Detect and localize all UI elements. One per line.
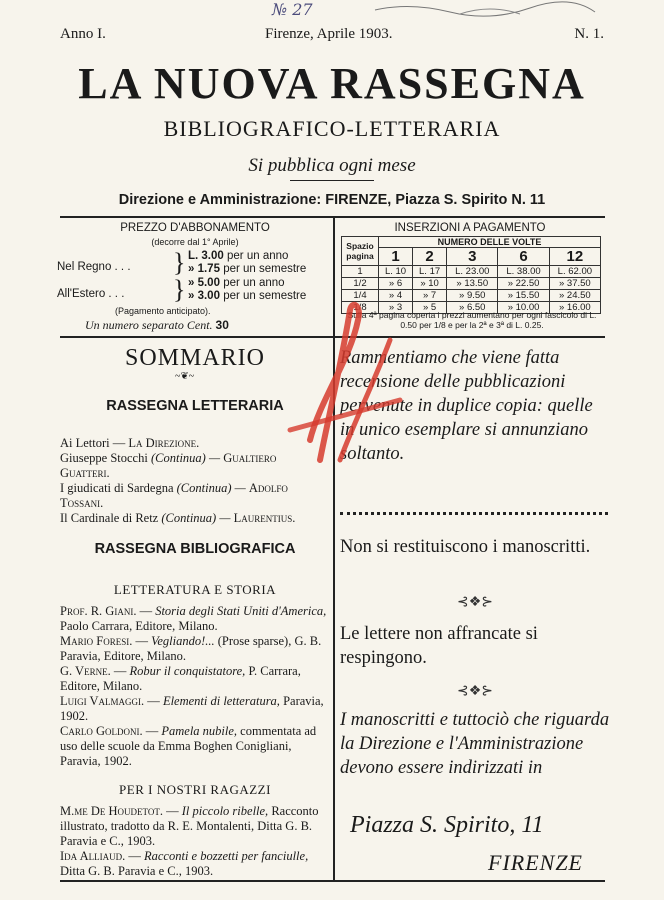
- table-row: 1 L. 10 L. 17 L. 23.00 L. 38.00 L. 62.00: [342, 266, 601, 278]
- abbonamento-note: (decorre dal 1° Aprile): [151, 237, 239, 247]
- price-row: » 3.00 per un semestre: [188, 290, 307, 302]
- direzione-line: Direzione e Amministrazione: FIRENZE, Piazza S. Spirito N. 11: [118, 192, 546, 208]
- subsection-heading: LETTERATURA E STORIA: [113, 582, 277, 597]
- abbonamento-title: PREZZO D'ABBONAMENTO: [120, 222, 270, 234]
- pencil-scribble: [370, 0, 600, 20]
- numero-separato: Un numero separato Cent. 30: [85, 318, 229, 332]
- red-pencil-mark: [280, 300, 420, 500]
- issue-date: Firenze, Aprile 1903.: [265, 26, 393, 42]
- table-header: NUMERO DELLE VOLTE: [379, 237, 601, 248]
- recensione-notice: Rammentiamo che viene fatta recensione delle pubblicazioni pervenute in duplice copia: quelle in unico esemplare si annunziano soltanto.: [340, 348, 593, 464]
- section-heading: RASSEGNA LETTERARIA: [106, 398, 284, 414]
- table-header: 12: [549, 248, 600, 266]
- ornament-icon: ⊰❖⊱: [456, 684, 493, 699]
- address-street: Piazza S. Spirito, 11: [350, 812, 544, 838]
- brace: }: [173, 275, 186, 304]
- manoscritti-notice: Non si restituiscono i manoscritti.: [340, 537, 591, 557]
- price-row: L. 3.00 per un anno: [188, 250, 289, 262]
- ornament-icon: ~❦~: [175, 371, 195, 382]
- divider: [60, 880, 605, 882]
- list-item: Prof. R. Giani. — Storia degli Stati Uniti d'America, Paolo Carrara, Editore, Milano.: [60, 604, 327, 633]
- list-item: Giuseppe Stocchi (Continua) — Gualtiero Guatteri.: [60, 451, 277, 480]
- divider: [290, 180, 374, 181]
- sommario-title: SOMMARIO: [124, 345, 266, 371]
- handwritten-note: № 27: [272, 0, 313, 19]
- table-header: Spazio pagina: [342, 237, 379, 266]
- price-row: » 5.00 per un anno: [188, 277, 285, 289]
- lettere-notice: Le lettere non affrancate si respingono.: [340, 624, 538, 668]
- address-city: FIRENZE: [488, 850, 583, 875]
- table-header: 1: [379, 248, 413, 266]
- table-header: 3: [447, 248, 498, 266]
- list-item: Il Cardinale di Retz (Continua) — Laurentius.: [60, 511, 296, 525]
- list-item: Carlo Goldoni. — Pamela nubile, commentata ad uso delle scuole da Emma Boghen Conigliani, Paravia, 1902.: [60, 724, 317, 768]
- inserzioni-footnote: Sulla 4ª pagina coperta i prezzi aumentano per ogni fascicolo di L. 0.50 per 1/8 e per la 2ª e 3ª di L. 0.25.: [347, 310, 597, 330]
- masthead-title: LA NUOVA RASSEGNA: [78, 59, 586, 108]
- list-item: Luigi Valmaggi. — Elementi di letteratura, Paravia, 1902.: [60, 694, 324, 723]
- regno-label: Nel Regno . . .: [57, 261, 131, 273]
- issue-header: [60, 26, 604, 48]
- table-row: 1/2 » 6 » 10 » 13.50 » 22.50 » 37.50: [342, 278, 601, 290]
- estero-label: All'Estero . . .: [57, 288, 125, 300]
- inserzioni-title: INSERZIONI A PAGAMENTO: [394, 222, 546, 234]
- list-item: M.me De Houdetot. — Il piccolo ribelle, Racconto illustrato, tradotto da R. E. Montalenti, Ditta G. B. Paravia e C., 1903.: [60, 804, 319, 848]
- price-row: » 1.75 per un semestre: [188, 263, 307, 275]
- table-row: 1/8 » 3 » 5 » 6.50 » 10.00 » 16.00: [342, 302, 601, 314]
- list-item: Ai Lettori — La Direzione.: [60, 436, 200, 450]
- list-item: I giudicati di Sardegna (Continua) — Adolfo Tossani.: [60, 481, 288, 510]
- subsection-heading: PER I NOSTRI RAGAZZI: [119, 782, 271, 797]
- ornament-icon: ⊰❖⊱: [456, 595, 493, 610]
- anno-label: Anno I.: [60, 26, 106, 42]
- indirizzo-notice: I manoscritti e tuttociò che riguarda la Direzione e l'Amministrazione devono essere indirizzati in: [340, 710, 610, 778]
- brace: }: [173, 248, 186, 277]
- list-item: Mario Foresi. — Vegliando!... (Prose sparse), G. B. Paravia, Editore, Milano.: [60, 634, 322, 663]
- list-item: Ida Alliaud. — Racconti e bozzetti per fanciulle, Ditta G. B. Paravia e C., 1903.: [60, 849, 309, 878]
- dotted-divider: [340, 512, 608, 515]
- masthead-subtitle: BIBLIOGRAFICO-LETTERARIA: [163, 116, 501, 141]
- list-item: G. Verne. — Robur il conquistatore, P. Carrara, Editore, Milano.: [60, 664, 301, 693]
- issue-number: N. 1.: [574, 26, 604, 42]
- table-row: 1/4 » 4 » 7 » 9.50 » 15.50 » 24.50: [342, 290, 601, 302]
- table-header: 6: [498, 248, 549, 266]
- publication-frequency: Si pubblica ogni mese: [248, 155, 416, 176]
- pagamento-note: (Pagamento anticipato).: [115, 306, 211, 316]
- section-heading: RASSEGNA BIBLIOGRAFICA: [94, 541, 296, 557]
- table-header: 2: [413, 248, 447, 266]
